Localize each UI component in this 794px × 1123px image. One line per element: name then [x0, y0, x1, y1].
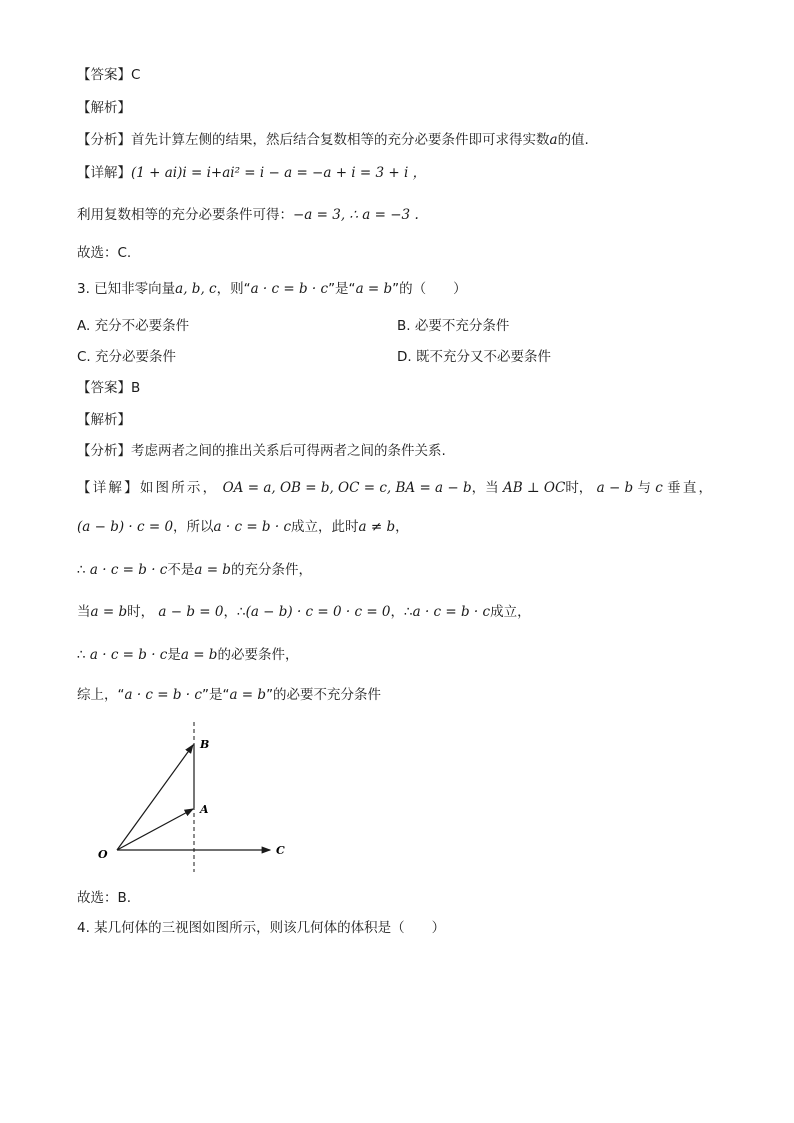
vector-figure [90, 718, 310, 878]
line3-math: a · c = b · c [89, 562, 168, 578]
line2-math: (a − b) · c = 0 [77, 519, 174, 535]
line2-text2: 成立，此时 [291, 519, 359, 535]
q3-detail-line [77, 479, 714, 497]
line5-math: a · c = b · c [89, 647, 168, 663]
q3-stem-mid2: ”是“ [328, 281, 356, 297]
analysis-text: 考虑两者之间的推出关系后可得两者之间的条件关系. [131, 443, 446, 459]
line5-end: 的必要条件， [217, 647, 299, 663]
summary-start: 综上，“ [77, 687, 125, 703]
line4-math4: a · c = b · c [412, 604, 491, 620]
q2-explain-tag: 【解析】 [77, 100, 131, 116]
q3-answer-line [77, 379, 140, 397]
summary-end: ”的必要不充分条件 [266, 687, 382, 703]
q2-conclusion-line [77, 206, 419, 224]
line4-math3: (a − b) · c = 0 · c = 0 [245, 604, 391, 620]
detail-c: c [655, 480, 663, 496]
q3-choice: 故选：B. [77, 890, 132, 906]
q3-stem-text: 3. 已知非零向量 [77, 281, 176, 297]
answer-tag: 【答案】 [77, 67, 131, 83]
q3-line5 [77, 646, 298, 664]
detail-with: 与 [637, 480, 651, 496]
line4-math2: a − b = 0 [158, 604, 224, 620]
q3-line2 [77, 518, 409, 536]
detail-tag: 【详解】 [77, 165, 131, 181]
line4-when: 当 [77, 604, 91, 620]
therefore-symbol: ∴ [77, 647, 86, 663]
option-b: B. 必要不充分条件 [397, 318, 510, 334]
line3-math2: a = b [194, 562, 231, 578]
vector-ob [117, 745, 193, 850]
line5-math2: a = b [180, 647, 218, 663]
label-c: C [276, 844, 285, 857]
therefore-symbol: ∴ [77, 562, 86, 578]
line4-end: 成立， [490, 604, 531, 620]
detail-when: ，当 [471, 480, 499, 496]
answer-tag: 【答案】 [77, 380, 131, 396]
option-c: C. 充分必要条件 [77, 349, 177, 365]
conclusion-text: 利用复数相等的充分必要条件可得： [77, 207, 293, 223]
line2-math3: a ≠ b [358, 519, 396, 535]
label-b: B [200, 738, 210, 751]
q2-answer-line [77, 66, 140, 84]
q3-stem-cond1: a · c = b · c [250, 281, 329, 297]
label-a: A [200, 803, 209, 816]
q3-stem-cond2: a = b [355, 281, 393, 297]
answer-value: C [131, 67, 141, 83]
line5-text: 是 [167, 647, 181, 663]
detail-vertical: 垂直， [667, 480, 715, 496]
q3-analysis-line [77, 442, 446, 460]
q3-stem-end: ”的（ ） [392, 281, 467, 297]
q3-stem-vars: a, b, c [175, 281, 217, 297]
line2-text: ，所以 [173, 519, 214, 535]
q3-summary [77, 686, 381, 704]
detail-perp: AB ⊥ OC [502, 480, 566, 496]
vector-oa [117, 809, 193, 850]
summary-mid: ”是“ [201, 687, 230, 703]
line3-end: 的充分条件， [230, 562, 312, 578]
detail-tag: 【详解】 [77, 480, 140, 496]
q2-analysis-line [77, 131, 589, 149]
analysis-tag: 【分析】 [77, 132, 131, 148]
analysis-end: 的值. [557, 132, 589, 148]
summary-math: a · c = b · c [124, 687, 202, 703]
q3-line3 [77, 561, 312, 579]
line4-sep2: ，∴ [390, 604, 413, 620]
option-d: D. 既不充分又不必要条件 [397, 349, 551, 365]
q3-line4 [77, 603, 531, 621]
q3-stem [77, 280, 467, 298]
option-a: A. 充分不必要条件 [77, 318, 190, 334]
line4-math: a = b [90, 604, 128, 620]
detail-vec: a − b [596, 480, 634, 496]
summary-math2: a = b [229, 687, 267, 703]
line2-end: ， [395, 519, 409, 535]
q3-explain-tag: 【解析】 [77, 412, 131, 428]
line4-sep: ，∴ [223, 604, 246, 620]
line2-math2: a · c = b · c [213, 519, 292, 535]
detail-intro: 如图所示， [139, 480, 219, 496]
label-o: O [98, 848, 108, 861]
analysis-var: a [549, 132, 558, 148]
conclusion-math: −a = 3, ∴ a = −3 . [293, 207, 419, 223]
detail-math: (1 + ai)i = i+ai² = i − a = −a + i = 3 + i ， [131, 165, 427, 181]
detail-time: 时， [565, 480, 593, 496]
q2-choice: 故选：C. [77, 245, 132, 261]
line4-time: 时， [127, 604, 155, 620]
analysis-text: 首先计算左侧的结果，然后结合复数相等的充分必要条件即可求得实数 [131, 132, 550, 148]
detail-math1: OA = a, OB = b, OC = c, BA = a − b [222, 480, 472, 496]
q2-detail-line [77, 164, 426, 182]
line3-text: 不是 [167, 562, 195, 578]
answer-value: B [131, 380, 141, 396]
analysis-tag: 【分析】 [77, 443, 131, 459]
q3-stem-mid: ，则“ [216, 281, 251, 297]
q4-stem: 4. 某几何体的三视图如图所示，则该几何体的体积是（ ） [77, 920, 446, 936]
